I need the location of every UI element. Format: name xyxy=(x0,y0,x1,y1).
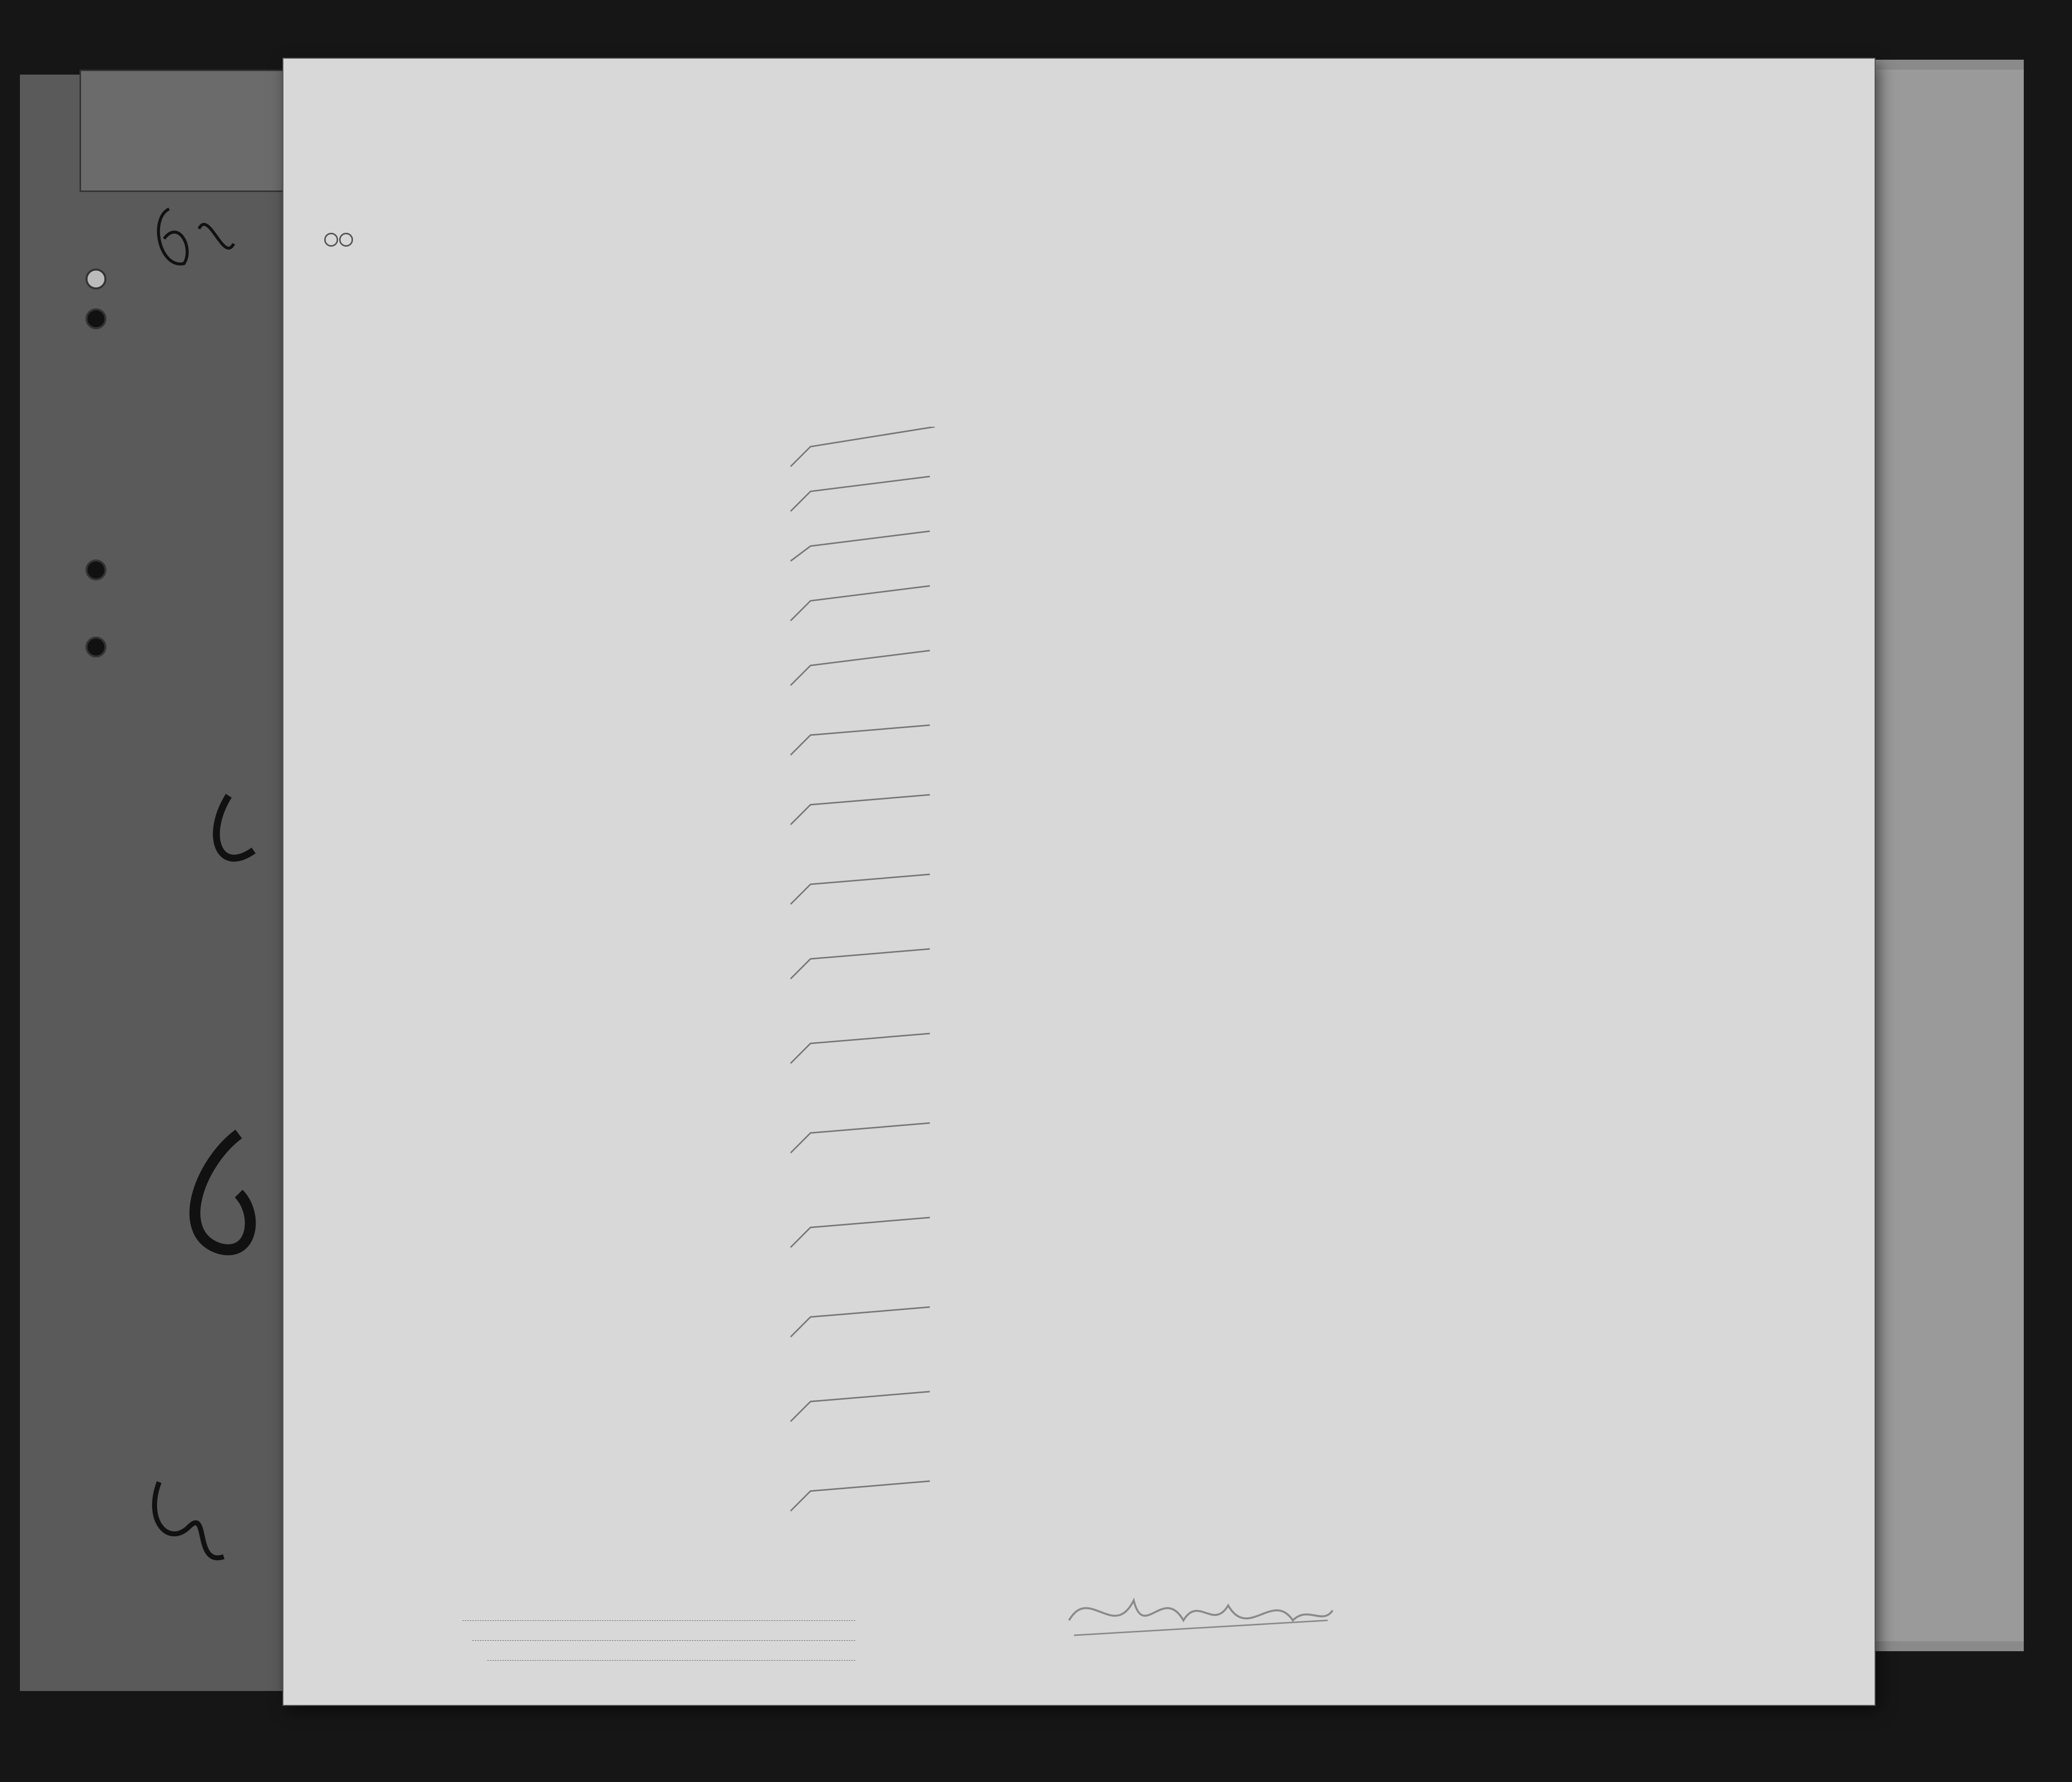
inspector-signature xyxy=(1059,1566,1338,1690)
punch-hole xyxy=(86,560,106,580)
footer-owners-rule xyxy=(472,1640,855,1641)
manifest-sheet xyxy=(283,59,1875,1705)
punch-hole xyxy=(86,269,106,289)
arrival-stamp xyxy=(80,70,311,192)
footer-agents-rule xyxy=(487,1660,855,1661)
footer-line-rule xyxy=(462,1620,855,1621)
left-margin-handwriting xyxy=(90,189,298,1631)
punch-hole xyxy=(86,308,106,329)
manifest-table-grid xyxy=(283,59,1875,1705)
punch-hole xyxy=(86,637,106,657)
underlying-page-shadow xyxy=(1870,70,2024,1641)
check-marks xyxy=(781,427,970,1571)
